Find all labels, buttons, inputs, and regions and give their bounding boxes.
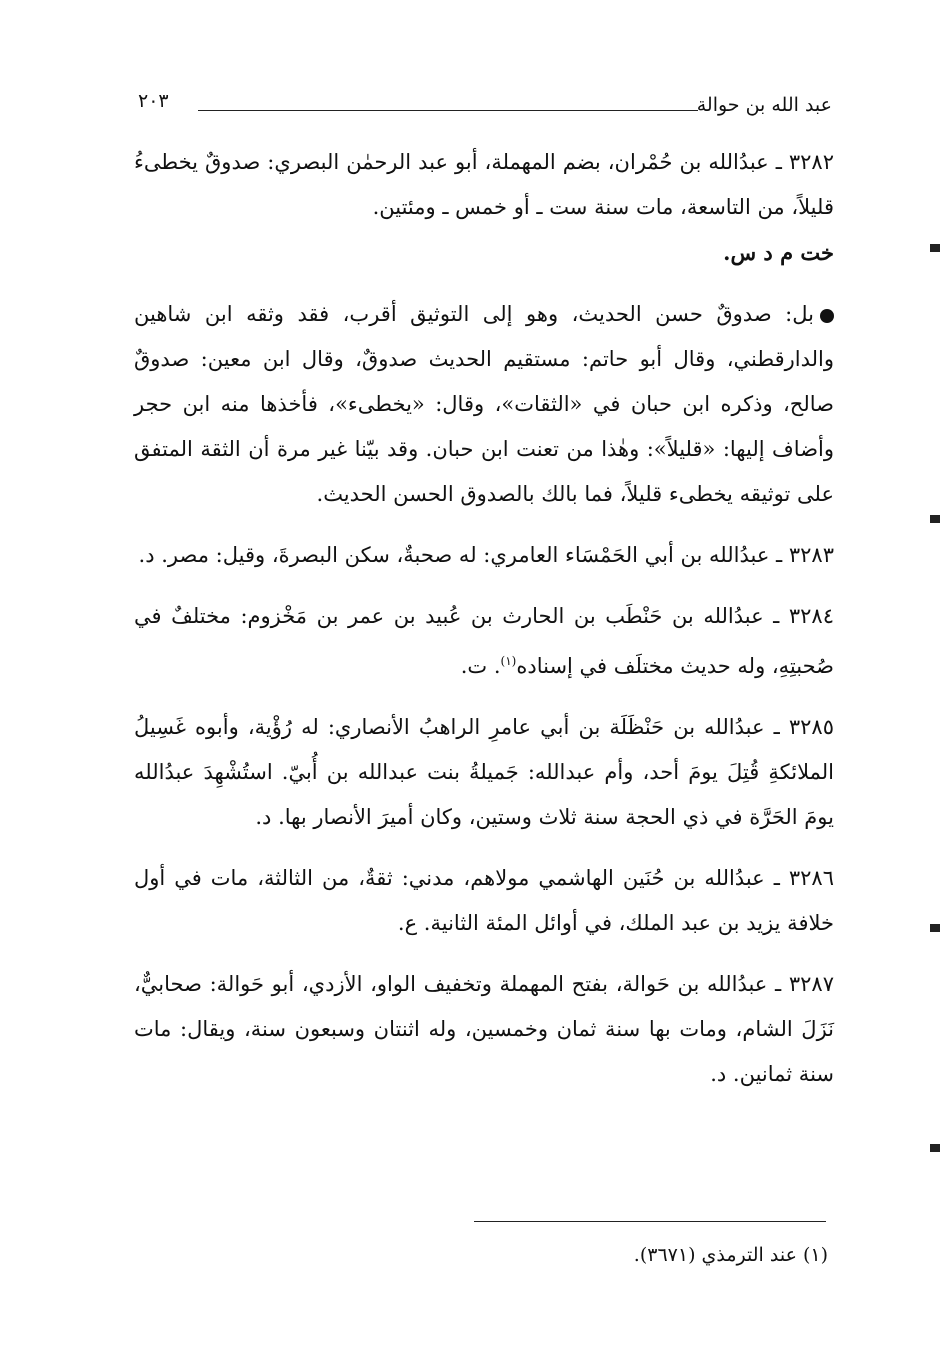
bullet-icon: [820, 309, 834, 323]
entry-text: ٣٢٨٧ ـ عبدُالله بن حَوالة، بفتح المهملة وتخفيف الواو، الأزدي، أبو حَوالة: صحابيٌّ، نَزَلَ الشام، ومات بها سنة ثمان وخمسين، وله اثنتان وسبعون سنة، ويقال: مات سنة ثمانين. د.: [134, 972, 834, 1086]
entry-text: ٣٢٨٤ ـ عبدُالله بن حَنْطَب بن الحارث بن عُبيد بن عمر بن مَخْزوم: مختلفٌ في صُحبتِهِ، وله حديث مختلَف في إسناده: [134, 604, 834, 678]
entry-commentary: [134, 292, 834, 517]
header-title: عبد الله بن حوالة: [696, 94, 832, 116]
footnote-rule: [474, 1221, 826, 1222]
margin-mark: [930, 244, 940, 252]
page-number: ٢٠٣: [138, 90, 169, 112]
entry-text: بل: صدوقٌ حسن الحديث، وهو إلى التوثيق أقرب، فقد وثقه ابن شاهين والدارقطني، وقال أبو حاتم: مستقيم الحديث صدوقٌ، وقال ابن معين: صدوقٌ صالح، وذكره ابن حبان في «الثقات»، وقال: «يخطىء»، فأخذها منه ابن حجر وأضاف إليها: «قليلاً»: وهٰذا من تعنت ابن حبان. وقد بيّنا غير مرة أن الثقة المتفق على توثيقه يخطىء قليلاً، فما بالك بالصدوق الحسن الحديث.: [134, 302, 834, 506]
margin-mark: [930, 924, 940, 932]
entry-3286: [134, 856, 834, 946]
running-header: [138, 88, 832, 124]
header-rule: [198, 110, 698, 111]
entry-text: ٣٢٨٥ ـ عبدُالله بن حَنْظَلَة بن أبي عامرِ الراهبُ الأنصاري: له رُؤْية، وأبوه غَسِيلُ الملائكةِ قُتِلَ يومَ أحد، وأم عبدالله: جَميلةُ بنت عبدالله بن أُبيّ. استُشْهِدَ عبدُالله يومَ الحَرَّة في ذي الحجة سنة ثلاث وستين، وكان أميرَ الأنصار بها. د.: [134, 715, 834, 829]
margin-mark: [930, 1144, 940, 1152]
entry-tail: . ت.: [460, 654, 501, 678]
entry-3283: [134, 533, 834, 578]
entry-3285: [134, 705, 834, 840]
entry-text: ٣٢٨٢ ـ عبدُالله بن حُمْران، بضم المهملة، أبو عبد الرحمٰن البصري: صدوقٌ يخطىءُ قليلاً، من التاسعة، مات سنة ست ـ أو خمس ـ ومئتين.: [134, 150, 834, 219]
footnote-ref[interactable]: (١): [500, 654, 517, 668]
entry-text: ٣٢٨٣ ـ عبدُالله بن أبي الحَمْسَاء العامري: له صحبةٌ، سكن البصرةَ، وقيل: مصر. د.: [138, 543, 834, 567]
main-text: [134, 140, 834, 1097]
margin-mark: [930, 515, 940, 523]
entry-3287: [134, 962, 834, 1097]
entry-3282: [134, 140, 834, 276]
footnote: (١) عند الترمذي (٣٦٧١).: [633, 1244, 828, 1266]
entry-text: ٣٢٨٦ ـ عبدُالله بن حُنَين الهاشمي مولاهم، مدني: ثقةٌ، من الثالثة، مات في أول خلافة يزيد بن عبد الملك، في أوائل المئة الثانية. ع.: [134, 866, 834, 935]
entry-3284: [134, 594, 834, 689]
entry-sigla: خت م د س.: [723, 240, 834, 265]
